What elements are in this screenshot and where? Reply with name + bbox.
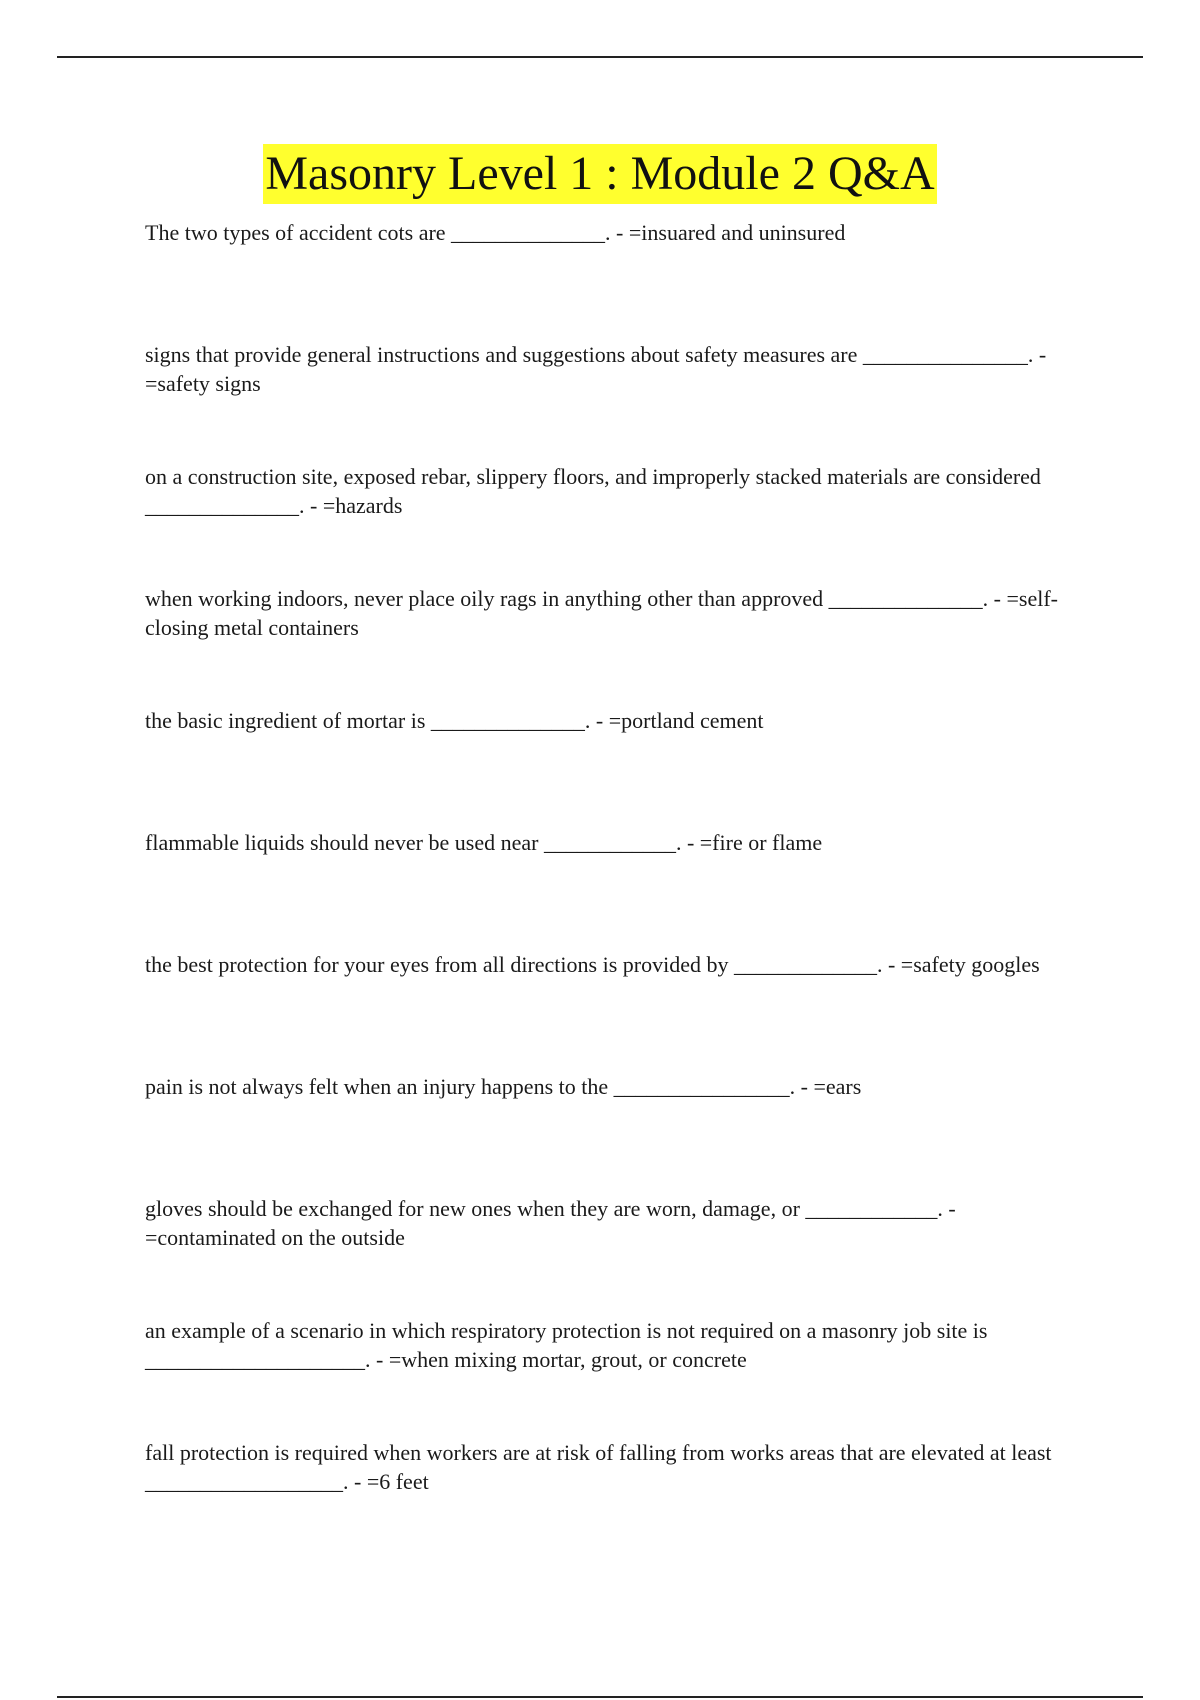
page-title: Masonry Level 1 : Module 2 Q&A — [263, 144, 936, 204]
bottom-rule — [57, 1696, 1143, 1698]
qa-item: fall protection is required when workers are at risk of falling from works areas that are elevated at least __________________. - =6 feet — [145, 1440, 1052, 1494]
qa-list — [145, 218, 1085, 1560]
title-wrapper — [0, 144, 1200, 204]
qa-item: pain is not always felt when an injury happens to the ________________. - =ears — [145, 1074, 862, 1099]
qa-item: the best protection for your eyes from all directions is provided by _____________. - =safety googles — [145, 952, 1040, 977]
qa-item: on a construction site, exposed rebar, slippery floors, and improperly stacked materials are considered ______________. - =hazards — [145, 464, 1041, 518]
qa-item: when working indoors, never place oily rags in anything other than approved ______________. - =self-closing metal containers — [145, 586, 1058, 640]
qa-item: The two types of accident cots are ______________. - =insuared and uninsured — [145, 220, 846, 245]
qa-item: gloves should be exchanged for new ones when they are worn, damage, or ____________. - =contaminated on the outside — [145, 1196, 956, 1250]
top-rule — [57, 56, 1143, 58]
qa-item: flammable liquids should never be used near ____________. - =fire or flame — [145, 830, 823, 855]
qa-item: signs that provide general instructions and suggestions about safety measures are _______________. - =safety signs — [145, 342, 1047, 396]
qa-item: an example of a scenario in which respiratory protection is not required on a masonry job site is ____________________. - =when mixing mortar, grout, or concrete — [145, 1318, 988, 1372]
qa-item: the basic ingredient of mortar is ______________. - =portland cement — [145, 708, 764, 733]
